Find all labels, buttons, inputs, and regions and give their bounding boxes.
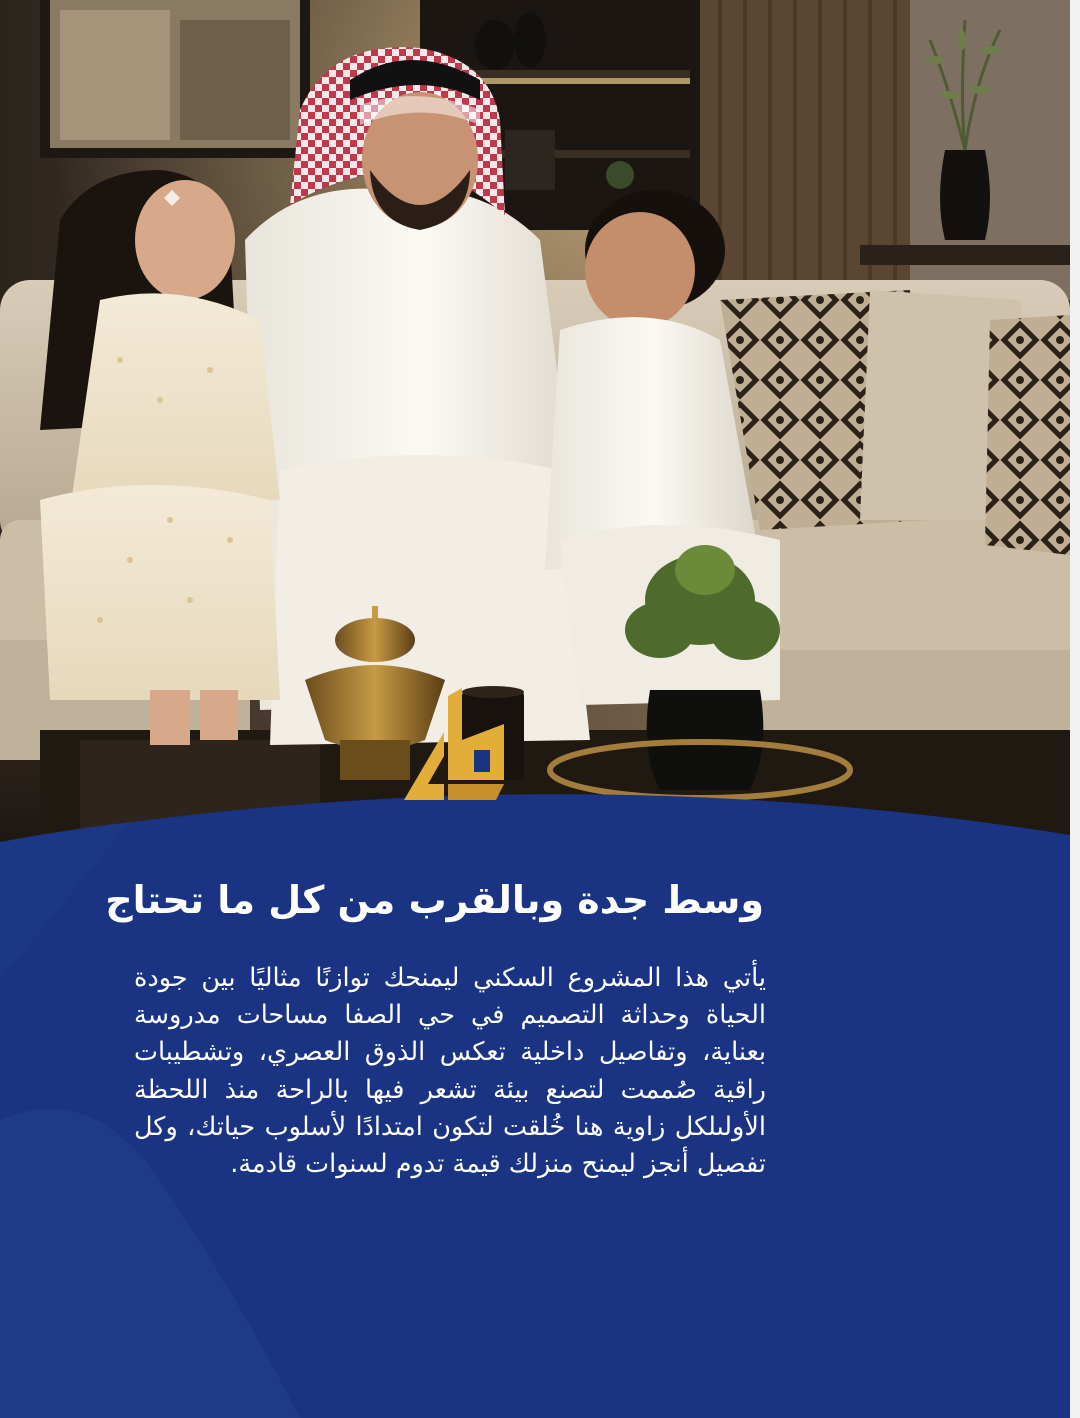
page-headline: وسط جدة وبالقرب من كل ما تحتاج <box>105 878 764 922</box>
page-edge-strip <box>1070 0 1080 1418</box>
gold-monogram-logo-icon <box>400 688 510 808</box>
description-paragraph: يأتي هذا المشروع السكني ليمنحك توازنًا مثاليًا بين جودة الحياة وحداثة التصميم في حي الصفا مساحات مدروسة بعناية، وتفاصيل داخلية تعكس الذوق العصري، وتشطيبات راقية صُممت لتصنع بيئة تشعر فيها بالراحة منذ اللحظة الأولىلكل زاوية هنا خُلقت لتكون امتدادًا لأسلوب حياتك، وكل تفصيل أنجز ليمنح منزلك قيمة تدوم لسنوات قادمة. <box>134 963 766 1180</box>
